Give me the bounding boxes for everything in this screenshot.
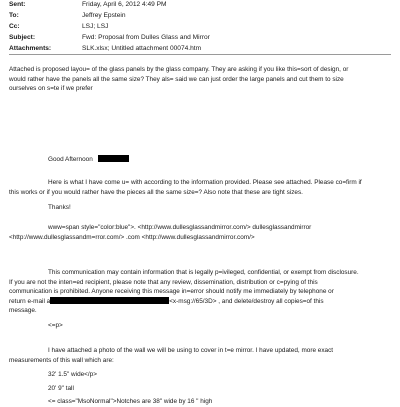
- links-paragraph: [9, 223, 311, 242]
- cc-value: LSJ; LSJ: [82, 23, 109, 31]
- conf-line: This communication may contain information that is legally p=ivileged, confidential, or exempt from disclosure.: [48, 269, 359, 276]
- attachments-label: Attachments:: [9, 45, 52, 53]
- link-line: <http://www.dullesglassandm=rror.com/> .com <http://www.dullesglassandmirror.com/>: [9, 233, 255, 241]
- sent-value: Friday, April 6, 2012 4:49 PM: [82, 1, 167, 9]
- conf-text: <x-msg://65/3D> , and delete/destroy all copies=of this: [169, 297, 324, 305]
- paragraph-1: [9, 178, 362, 197]
- intro-line: Attached is proposed layou= of the glass panels by the glass company. They are asking if you like this=sort of design, or: [9, 66, 349, 73]
- thanks: Thanks!: [48, 204, 71, 211]
- intro-paragraph: [9, 65, 348, 94]
- conf-line: communication is prohibited. Anyone receiving this message in=error should notify me immediately by telephone or: [9, 288, 334, 296]
- para1-line: Here is what I have come u= with according to the information provided. Please see attached. Please co=firm if: [48, 179, 362, 186]
- conf-line: If you are not the inten=ed recipient, please note that any review, dissemination, distribution or c=pying of this: [9, 278, 318, 286]
- intro-line: would rather have the panels all the same size? They als= said we can just order the large panels and cut them to size: [9, 75, 344, 83]
- measurement-height: 20' 9" tall: [48, 385, 74, 392]
- link-line: www=span style="color:blue">. <http://www.dullesglassandmirror.com/> dullesglassandmirror: [48, 224, 312, 231]
- to-label: To:: [9, 12, 19, 20]
- to-value: Jeffrey Epstein: [82, 12, 126, 20]
- para1-line: this works or if you would rather have the pieces all the same size=? Also note that these are tight sizes.: [9, 188, 303, 196]
- conf-text: return e-mail a: [9, 297, 51, 305]
- confidentiality-notice: [9, 268, 359, 316]
- p-tag-line: <=p>: [48, 322, 63, 329]
- paragraph-2: [9, 346, 333, 365]
- conf-line: [9, 297, 359, 307]
- sent-label: Sent:: [9, 1, 26, 9]
- subject-row: [9, 33, 394, 44]
- measurement-notches: <= class="MsoNormal">Notches are 38" wide by 16 " high: [48, 398, 213, 405]
- to-row: [9, 11, 394, 22]
- email-header: [9, 0, 394, 55]
- header-divider: [9, 54, 391, 55]
- cc-label: Cc:: [9, 23, 20, 31]
- cc-row: [9, 22, 394, 33]
- subject-value: Fwd: Proposal from Dulles Glass and Mirror: [82, 34, 210, 42]
- conf-line: message.: [9, 307, 37, 315]
- subject-label: Subject:: [9, 34, 36, 42]
- para2-line: measurements of this wall which are:: [9, 356, 114, 364]
- intro-line: ourselves on s=te if we prefer: [9, 85, 93, 93]
- redaction-box: [50, 297, 169, 304]
- attachments-value: SLK.xlsx; Untitled attachment 00074.htm: [82, 45, 202, 53]
- redaction-box: [98, 155, 129, 162]
- measurement-width: 32' 1.5" wide</p>: [48, 371, 97, 378]
- para2-line: I have attached a photo of the wall we will be using to cover in t=e mirror. I have updated, more exact: [48, 347, 334, 354]
- greeting: [48, 155, 129, 165]
- sent-row: [9, 0, 394, 11]
- greeting-text: Good Afternoon: [48, 156, 93, 163]
